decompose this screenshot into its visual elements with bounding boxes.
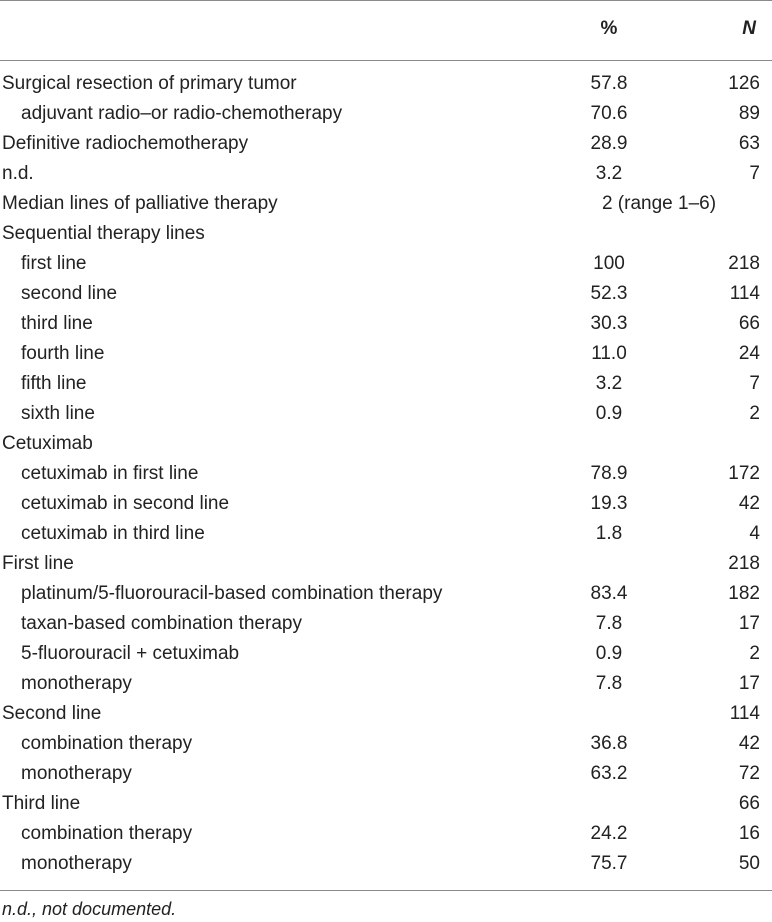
row-label: cetuximab in third line bbox=[21, 523, 205, 544]
table-row bbox=[0, 759, 772, 789]
row-percent: 78.9 bbox=[590, 463, 628, 484]
row-label: first line bbox=[21, 253, 87, 274]
row-count: 42 bbox=[738, 733, 760, 754]
row-percent: 70.6 bbox=[590, 103, 628, 124]
table-row bbox=[0, 159, 772, 189]
table-row bbox=[0, 639, 772, 669]
row-label: Definitive radiochemotherapy bbox=[2, 133, 249, 154]
row-percent: 19.3 bbox=[590, 493, 628, 514]
row-count: 24 bbox=[738, 343, 760, 364]
row-percent: 11.0 bbox=[591, 343, 627, 364]
row-percent: 36.8 bbox=[590, 733, 628, 754]
row-count: 16 bbox=[738, 823, 760, 844]
row-merged-value: 2 (range 1–6) bbox=[601, 193, 717, 214]
row-percent: 0.9 bbox=[595, 643, 623, 664]
row-percent: 83.4 bbox=[590, 583, 628, 604]
row-count: 182 bbox=[728, 583, 760, 604]
table-row bbox=[0, 609, 772, 639]
row-label: monotherapy bbox=[21, 853, 132, 874]
row-count: 89 bbox=[738, 103, 760, 124]
table-top-rule bbox=[0, 0, 772, 1]
row-label: First line bbox=[2, 553, 74, 574]
row-label: cetuximab in second line bbox=[21, 493, 230, 514]
table-header bbox=[0, 14, 772, 46]
table-row bbox=[0, 279, 772, 309]
row-count: 4 bbox=[749, 523, 760, 544]
column-header-percent: % bbox=[600, 18, 618, 39]
row-count: 63 bbox=[738, 133, 760, 154]
row-count: 66 bbox=[738, 793, 760, 814]
table-row bbox=[0, 429, 772, 459]
row-count: 7 bbox=[749, 163, 760, 184]
table-row bbox=[0, 849, 772, 879]
table-row bbox=[0, 369, 772, 399]
row-percent: 57.8 bbox=[590, 73, 628, 94]
row-count: 114 bbox=[729, 283, 760, 304]
table-row bbox=[0, 219, 772, 249]
row-count: 218 bbox=[728, 553, 760, 574]
table-row bbox=[0, 99, 772, 129]
table-row bbox=[0, 519, 772, 549]
row-label: third line bbox=[21, 313, 93, 334]
row-count: 7 bbox=[749, 373, 760, 394]
row-count: 50 bbox=[738, 853, 760, 874]
row-percent: 0.9 bbox=[595, 403, 623, 424]
table-row bbox=[0, 549, 772, 579]
row-label: sixth line bbox=[21, 403, 95, 424]
header-rule bbox=[0, 60, 772, 61]
row-label: monotherapy bbox=[21, 763, 132, 784]
row-label: monotherapy bbox=[21, 673, 132, 694]
row-percent: 28.9 bbox=[590, 133, 628, 154]
row-label: taxan-based combination therapy bbox=[21, 613, 302, 634]
row-percent: 3.2 bbox=[595, 373, 623, 394]
row-label: fourth line bbox=[21, 343, 105, 364]
table-row bbox=[0, 189, 772, 219]
table-footnote: n.d., not documented. bbox=[2, 899, 177, 919]
table-row bbox=[0, 789, 772, 819]
table-row bbox=[0, 399, 772, 429]
row-label: combination therapy bbox=[21, 823, 193, 844]
row-label: 5-fluorouracil + cetuximab bbox=[21, 643, 240, 664]
table-row bbox=[0, 579, 772, 609]
table-bottom-rule bbox=[0, 890, 772, 891]
row-percent: 52.3 bbox=[590, 283, 628, 304]
table-row bbox=[0, 459, 772, 489]
row-percent: 7.8 bbox=[595, 613, 623, 634]
row-count: 17 bbox=[738, 673, 760, 694]
row-label: second line bbox=[21, 283, 118, 304]
table-row bbox=[0, 819, 772, 849]
row-count: 2 bbox=[749, 643, 760, 664]
row-label: cetuximab in first line bbox=[21, 463, 199, 484]
row-percent: 3.2 bbox=[595, 163, 623, 184]
table-row bbox=[0, 489, 772, 519]
table-row bbox=[0, 699, 772, 729]
table-row bbox=[0, 69, 772, 99]
row-percent: 24.2 bbox=[590, 823, 628, 844]
row-label: adjuvant radio–or radio-chemotherapy bbox=[21, 103, 343, 124]
row-label: Third line bbox=[2, 793, 81, 814]
row-percent: 100 bbox=[593, 253, 625, 274]
row-percent: 75.7 bbox=[590, 853, 628, 874]
row-percent: 63.2 bbox=[590, 763, 628, 784]
table-row bbox=[0, 729, 772, 759]
row-label: Surgical resection of primary tumor bbox=[2, 73, 297, 94]
row-label: Sequential therapy lines bbox=[2, 223, 205, 244]
table-row bbox=[0, 129, 772, 159]
table-row bbox=[0, 669, 772, 699]
table-row bbox=[0, 249, 772, 279]
table-body bbox=[0, 69, 772, 879]
row-count: 72 bbox=[738, 763, 760, 784]
row-percent: 30.3 bbox=[590, 313, 628, 334]
column-header-n: N bbox=[742, 18, 756, 39]
row-count: 126 bbox=[728, 73, 760, 94]
row-count: 17 bbox=[738, 613, 760, 634]
row-count: 42 bbox=[738, 493, 760, 514]
row-label: platinum/5-fluorouracil-based combination therapy bbox=[21, 583, 443, 604]
row-label: Second line bbox=[2, 703, 102, 724]
row-percent: 7.8 bbox=[595, 673, 623, 694]
row-count: 66 bbox=[738, 313, 760, 334]
row-count: 2 bbox=[749, 403, 760, 424]
table-row bbox=[0, 309, 772, 339]
row-percent: 1.8 bbox=[595, 523, 623, 544]
row-label: Median lines of palliative therapy bbox=[2, 193, 278, 214]
row-label: fifth line bbox=[21, 373, 87, 394]
row-label: Cetuximab bbox=[2, 433, 93, 454]
row-count: 218 bbox=[728, 253, 760, 274]
row-count: 114 bbox=[729, 703, 760, 724]
row-count: 172 bbox=[728, 463, 760, 484]
table-row bbox=[0, 339, 772, 369]
row-label: n.d. bbox=[2, 163, 34, 184]
row-label: combination therapy bbox=[21, 733, 193, 754]
